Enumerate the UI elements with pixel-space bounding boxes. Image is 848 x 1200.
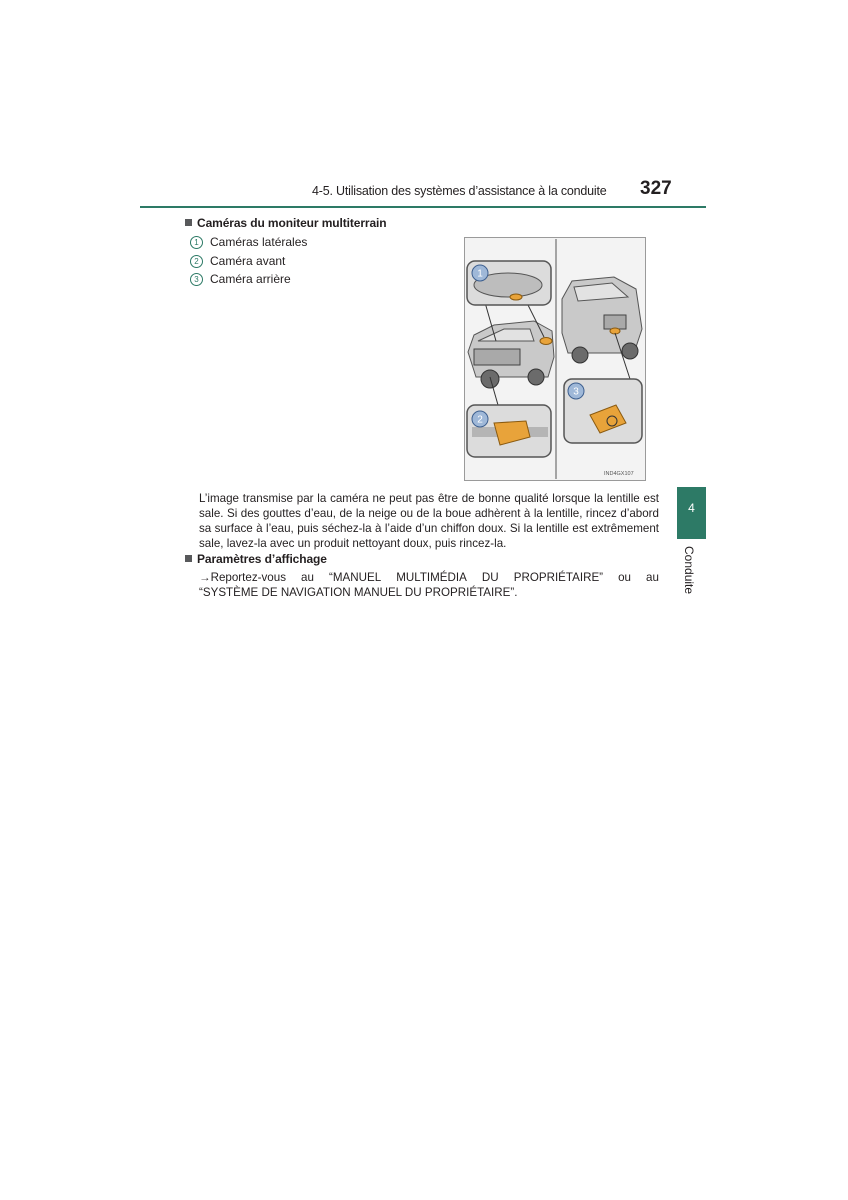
chapter-label: Conduite	[682, 546, 696, 595]
circled-number-1: 1	[190, 236, 203, 249]
header-divider	[140, 206, 706, 208]
display-settings-heading	[185, 552, 327, 566]
camera-list-item	[190, 235, 307, 249]
cameras-heading	[185, 216, 387, 230]
camera-list-item	[190, 272, 291, 286]
display-settings-heading-text: Paramètres d’affichage	[197, 552, 327, 566]
camera-list-item	[190, 254, 285, 268]
camera-item-label: Caméra arrière	[210, 272, 291, 286]
reference-paragraph	[199, 570, 659, 600]
reference-line-1	[199, 570, 659, 585]
ref-word: “MANUEL	[329, 571, 382, 584]
chapter-tab[interactable]: 4	[677, 487, 706, 539]
callout-2: 2	[477, 414, 483, 426]
ref-word: PROPRIÉTAIRE”	[513, 571, 604, 584]
camera-item-label: Caméras latérales	[210, 235, 308, 249]
bullet-square-icon	[185, 555, 192, 562]
bullet-square-icon	[185, 219, 192, 226]
ref-word: au	[301, 571, 314, 584]
page-number: 327	[640, 178, 672, 199]
inset-front-camera	[467, 405, 551, 457]
circled-number-3: 3	[190, 273, 203, 286]
ref-word: DU	[481, 571, 499, 584]
section-title: 4-5. Utilisation des systèmes d’assistance à la conduite	[312, 184, 607, 198]
inset-side-camera	[467, 261, 551, 305]
reference-line-2: “SYSTÈME DE NAVIGATION MANUEL DU PROPRIÉTAIRE”.	[199, 586, 518, 599]
camera-locations-illustration	[464, 237, 646, 481]
ref-word: ou	[618, 571, 631, 584]
illustration-code: IND4GX107	[604, 471, 634, 477]
ref-word: →Reportez-vous	[199, 571, 286, 584]
camera-item-label: Caméra avant	[210, 254, 286, 268]
callout-3: 3	[573, 386, 579, 398]
cameras-heading-text: Caméras du moniteur multiterrain	[197, 216, 387, 230]
lens-cleaning-paragraph: L’image transmise par la caméra ne peut pas être de bonne qualité lorsque la lentille est sale. Si des gouttes d’eau, de la neige ou de la boue adhèrent à la lentille, rincez d’abord sa surface à l’eau, puis séchez-la à l’aide d’un chiffon doux. Si la lentille est extrêmement sale, lavez-la avec un produit nettoyant doux, puis rincez-la.	[199, 492, 659, 550]
circled-number-2: 2	[190, 255, 203, 268]
ref-word: au	[646, 571, 659, 584]
inset-rear-camera	[564, 379, 642, 443]
ref-word: MULTIMÉDIA	[396, 571, 467, 584]
callout-1: 1	[477, 268, 483, 280]
